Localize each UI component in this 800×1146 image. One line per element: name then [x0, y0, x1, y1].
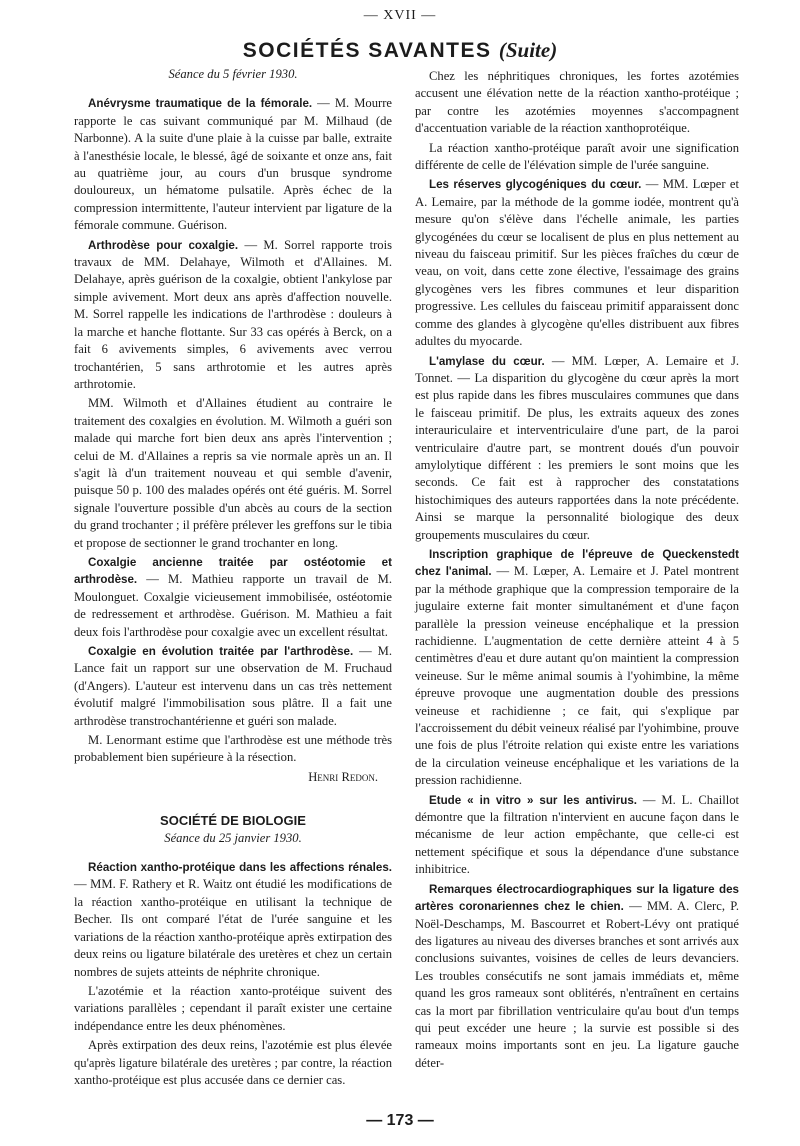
article-text: — M. Lœper, A. Lemaire et J. Patel montrent par la méthode graphique que la compression temporaire de la jugulaire externe fait monter simultanément et d'une façon parallèle la pression veineuse encéphalique et la pression rachidienne. L'augmentation de cette dernière atteint 4 à 5 centimètres d'eau et dure autant qu'on maintient la compression veineuse. Sur le même animal soumis à l'yohimbine, la même épreuve provoque une augmentation double des pressions veineuse et rachidienne ; ce fait, qui s'explique par l'accroissement du débit veineux réalisé par l'yohimbine, prouve une fois de plus l'étroite relation qui existe entre les variations de la circulation veineuse encéphalique et les variations de la pression rachidienne. [415, 564, 739, 788]
page-heading [0, 38, 800, 63]
article-title: L'amylase du cœur. [429, 354, 545, 368]
article-paragraph [74, 554, 392, 641]
article-paragraph: La réaction xantho-protéique paraît avoir une signification différente de celle de l'élévation simple de l'urée sanguine. [415, 140, 739, 173]
article-paragraph: M. Lenormant estime que l'arthrodèse est une méthode très probablement bien supérieure à la résection. [74, 733, 392, 765]
article-text: — M. Lance fait un rapport sur une observation de M. Fruchaud (d'Angers). L'auteur est intervenu dans un cas très nettement évolutif malgré l'immobilisation sous plâtre. Il a fait une arthrodèse transtrochantérienne et guéri son malade. [74, 644, 392, 728]
left-column [74, 66, 392, 1091]
article-title: Coxalgie ancienne traitée par ostéotomie et arthrodèse. [74, 555, 392, 587]
article-title: Remarques électrocardiographiques sur la ligature des artères coronariennes chez le chien. [415, 882, 739, 914]
article-title: Anévrysme traumatique de la fémorale. [88, 97, 313, 111]
page-number: — 173 — [366, 1112, 434, 1129]
session-date: Séance du 25 janvier 1930. [164, 830, 302, 845]
article-paragraph: Après extirpation des deux reins, l'azotémie est plus élevée qu'après ligature bilatérale des uretères ; par contre, la réaction xantho-protéique est plus accusée dans ce dernier cas. [74, 1038, 392, 1087]
article-text: — M. L. Chaillot démontre que la filtration n'intervient en aucune façon dans le mécanisme de leur action empêchante, que celle-ci est nettement spécifique et sous la dépendance d'une substance inhibitrice. [415, 792, 739, 877]
section-title: SOCIÉTÉ DE BIOLOGIE [160, 813, 306, 829]
heading-suite: (Suite) [498, 38, 558, 62]
article-text: — MM. A. Clerc, P. Noël-Deschamps, M. Bascourret et Robert-Lévy ont pratiqué des ligatures au niveau des diverses branches et sont arrivés aux conclusions suivantes, voisines de celles de leurs devanciers. Les troubles consécutifs ne sont jamais immédiats et, même quand les gros rameaux sont oblitérés, n'entraînent en certains cas la mort par fibrillation ventriculaire qu'au bout d'un temps qui peut excéder une heure ; la survie est possible si des rameaux moins importants sont en jeu. La ligature gauche déter- [415, 899, 739, 1070]
article-paragraph [415, 546, 739, 790]
article-paragraph: MM. Wilmoth et d'Allaines étudient au contraire le traitement des coxalgies en évolution. M. Wilmoth a guéri son malade qui marche fort bien deux ans après l'intervention ; celui de M. d'Allaines a repris sa vie normale après un an. Il s'agit là d'un traitement nouveau et qui semble d'avenir, puisque 50 p. 100 des malades opérés ont été guéris. M. Sorrel signale l'ouverture possible d'un abcès au cours de la section du grand trochanter ; il préfère prélever les greffons sur le tibia et propose de sectionner le grand trochanter en long. [74, 396, 392, 550]
article-paragraph [74, 95, 392, 234]
article-paragraph: Chez les néphritiques chroniques, les fortes azotémies accusent une élévation nette de la réaction xantho-protéique ; par contre les azotémies moyennes s'accompagnent d'accentuation variable de la réaction xanthoprotéique. [415, 69, 739, 136]
article-title: Coxalgie en évolution traitée par l'arthrodèse. [88, 645, 354, 658]
article-text: — MM. Lœper et A. Lemaire, par la méthode de la gomme iodée, montrent qu'à mesure qu'on s'élève dans l'échelle animale, les parties glycogénées du cœur se localisent de plus en plus nettement au niveau du faisceau primitif. Sur les pièces fraîches du cœur de veau, on voit, dans cette zone élective, l'essaimage des grains glycogènes vers les fibres communes et leur disparition progressive. Les cellules du faisceau primitif apparaissent donc comme des glandes à glycogène qu'elles distribuent aux fibres adultes du myocarde. [415, 177, 739, 349]
article-title: Arthrodèse pour coxalgie. [88, 238, 239, 252]
article-paragraph: L'azotémie et la réaction xanto-protéique suivent des variations parallèles ; cependant il paraît exister une certaine indépendance entre les deux phénomènes. [74, 983, 392, 1033]
article-paragraph [74, 859, 392, 981]
article-paragraph [415, 353, 739, 544]
article-text: — MM. F. Rathery et R. Waitz ont étudié les modifications de la réaction xantho-protéique en utilisant la technique de Becher. Ils ont comparé l'état de l'urée sanguine et les variations de la réaction xantho-protéique après extirpation des deux reins ou ligature bilatérale des uretères et chez un certain nombres de sujets atteints de néphrite chronique. [74, 877, 392, 979]
article-paragraph [74, 237, 392, 394]
article-title: Réaction xantho-protéique dans les affections rénales. [88, 861, 392, 875]
article-title: Etude « in vitro » sur les antivirus. [429, 793, 638, 807]
article-text: — M. Sorrel rapporte trois travaux de MM. Delahaye, Wilmoth et d'Allaines. M. Delahaye, après guérison de la coxalgie, obtient l'ankylose par simple avivement. Mort deux ans après d'affection nouvelle. M. Sorrel rappelle les indications de l'arthrodèse : douleurs à la marche et hanche flottante. Sur 33 cas opérés à Berck, on a fait 6 avivements simples, 6 avivements avec verrou trochantérien, 5 sans arthrotomie et les autres après arthrotomie. [74, 237, 392, 391]
session-date: Séance du 5 février 1930. [168, 67, 298, 81]
article-title: Les réserves glycogéniques du cœur. [429, 178, 642, 192]
article-paragraph [415, 792, 739, 879]
article-text: — MM. Lœper, A. Lemaire et J. Tonnet. — La disparition du glycogène du cœur après la mort est plus rapide dans les fibres musculaires communes que dans le faisceau primitif. De plus, les extraits aqueux des zones interauriculaire et interventriculaire d'une part, de la paroi ventriculaire d'autre part, se montrent doués d'un pouvoir amylolytique différent : les premiers le sont moins que les seconds. Ce fait est à rapprocher des constatations histochimiques des auteurs rapportées dans la note précédente. Ainsi se marque la personnalité biologique des deux groupements musculaires du cœur. [415, 353, 740, 542]
article-title: Inscription graphique de l'épreuve de Queckenstedt chez l'animal. [415, 547, 739, 579]
article-paragraph [74, 643, 392, 730]
heading-main: SOCIÉTÉS SAVANTES [242, 39, 492, 62]
article-paragraph [415, 881, 739, 1072]
article-paragraph [415, 176, 739, 350]
signature: Henri Redon. [308, 769, 378, 784]
article-text: — M. Mathieu rapporte un travail de M. Moulonguet. Coxalgie vicieusement immobilisée, ostéotomie de redressement et arthrodèse. Guérison. M. Mathieu a fait deux fois l'arthrodèse pour coxalgie avec un excellent résultat. [74, 572, 392, 639]
page-folio: — XVII — [363, 8, 437, 23]
right-column [415, 68, 739, 1074]
article-text: — M. Mourre rapporte le cas suivant communiqué par M. Milhaud (de Narbonne). A la suite d'une plaie à la cuisse par balle, extraite à l'anesthésie locale, le blessé, âgé de soixante et onze ans, fait au quatrième jour, au cours d'un brusque syndrome douloureux, un hématome pulsatile. Après échec de la compression intermittente, l'auteur intervient par ligature de la fémorale commune. Guérison. [74, 96, 392, 233]
